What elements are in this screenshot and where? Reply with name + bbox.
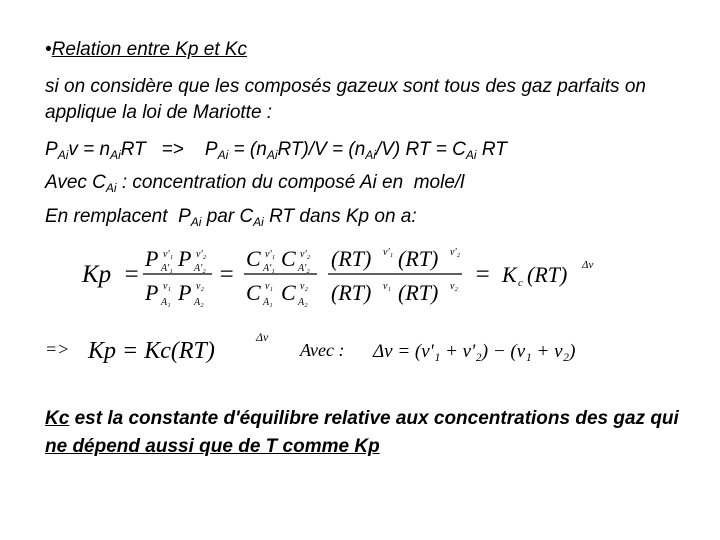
eq-sign-3: = [474, 261, 491, 288]
svg-text:ν₂: ν₂ [300, 281, 308, 292]
eq-sign-2: = [218, 261, 235, 288]
svg-text:A'₂: A'₂ [194, 263, 206, 274]
formula-line: $P_{Ai}v = n_{Ai}RT$ => $P_{Ai} = (n_{Ai}RT)/V = (n_{Ai}/V)$ RT = $C_{Ai}$ RT [45, 139, 507, 162]
svg-text:ν'₁: ν'₁ [163, 249, 174, 260]
svg-text:ν'₂: ν'₂ [300, 249, 311, 260]
svg-text:P: P [145, 246, 159, 271]
svg-text:P: P [145, 280, 159, 305]
avec-label: Avec : [300, 340, 345, 360]
svg-text:ν'₂: ν'₂ [196, 249, 207, 260]
svg-text:ν'₁: ν'₁ [383, 247, 394, 258]
svg-text:A₂: A₂ [298, 297, 308, 308]
kc-underlined: Kc [45, 408, 70, 429]
fraction-rt [328, 246, 462, 305]
delta-nu-exponent: Δν [582, 259, 594, 271]
kp-lhs: Kp [82, 261, 112, 288]
delta-nu-definition: Δν = (ν'₁ + ν'₂) − (ν₁ + ν₂) [373, 341, 576, 362]
svg-text:ν₁: ν₁ [265, 281, 273, 292]
svg-text:A'₁: A'₁ [161, 263, 173, 274]
bullet: • [45, 39, 52, 60]
svg-text:A'₁: A'₁ [263, 263, 275, 274]
svg-text:(RT): (RT) [398, 246, 439, 271]
svg-text:P: P [178, 246, 192, 271]
intro-line-1: si on considère que les composés gazeux sont tous des gaz parfaits on [45, 76, 646, 97]
implies-arrow: => [45, 339, 70, 359]
svg-text:A₁: A₁ [263, 297, 273, 308]
eq-sign-1: = [123, 261, 140, 288]
svg-text:C: C [281, 280, 296, 305]
svg-text:ν'₁: ν'₁ [265, 249, 276, 260]
svg-text:ν'₂: ν'₂ [450, 247, 461, 258]
avec-line: Avec $C_{Ai}$ : concentration du composé Ai en mole/l [45, 172, 465, 195]
svg-text:A'₂: A'₂ [298, 263, 310, 274]
svg-text:ν₂: ν₂ [450, 281, 458, 292]
svg-text:C: C [246, 280, 261, 305]
svg-text:ν₁: ν₁ [163, 281, 171, 292]
conclusion-line-2: ne dépend aussi que de T comme Kp [45, 436, 380, 457]
equation-1 [81, 246, 593, 308]
remplacent-line: En remplacent $P_{Ai}$ par $C_{Ai}$ RT dans Kp on a: [45, 206, 417, 229]
kc-symbol: K [502, 262, 517, 287]
kp-kc-relation: Kp = Kc(RT) [88, 338, 215, 364]
svg-text:ν₂: ν₂ [196, 281, 204, 292]
svg-text:ν₁: ν₁ [383, 281, 391, 292]
svg-text:(RT): (RT) [398, 280, 439, 305]
svg-text:A₁: A₁ [161, 297, 171, 308]
svg-text:C: C [281, 246, 296, 271]
conclusion-line-1: Kc est la constante d'équilibre relative aux concentrations des gaz qui [45, 408, 679, 429]
svg-text:(RT): (RT) [331, 246, 372, 271]
fraction-concentrations [244, 246, 317, 308]
svg-text:P: P [178, 280, 192, 305]
intro-line-2: applique la loi de Mariotte : [45, 102, 273, 123]
svg-text:C: C [246, 246, 261, 271]
kp-kc-exponent: Δν [256, 330, 269, 344]
rt-tail: (RT) [527, 262, 568, 287]
equation-2 [45, 330, 575, 364]
heading: Relation entre Kp et Kc [51, 39, 248, 60]
fraction-partial-pressures [143, 246, 212, 308]
svg-text:A₂: A₂ [194, 297, 204, 308]
kc-subscript: c [518, 277, 523, 289]
svg-text:(RT): (RT) [331, 280, 372, 305]
